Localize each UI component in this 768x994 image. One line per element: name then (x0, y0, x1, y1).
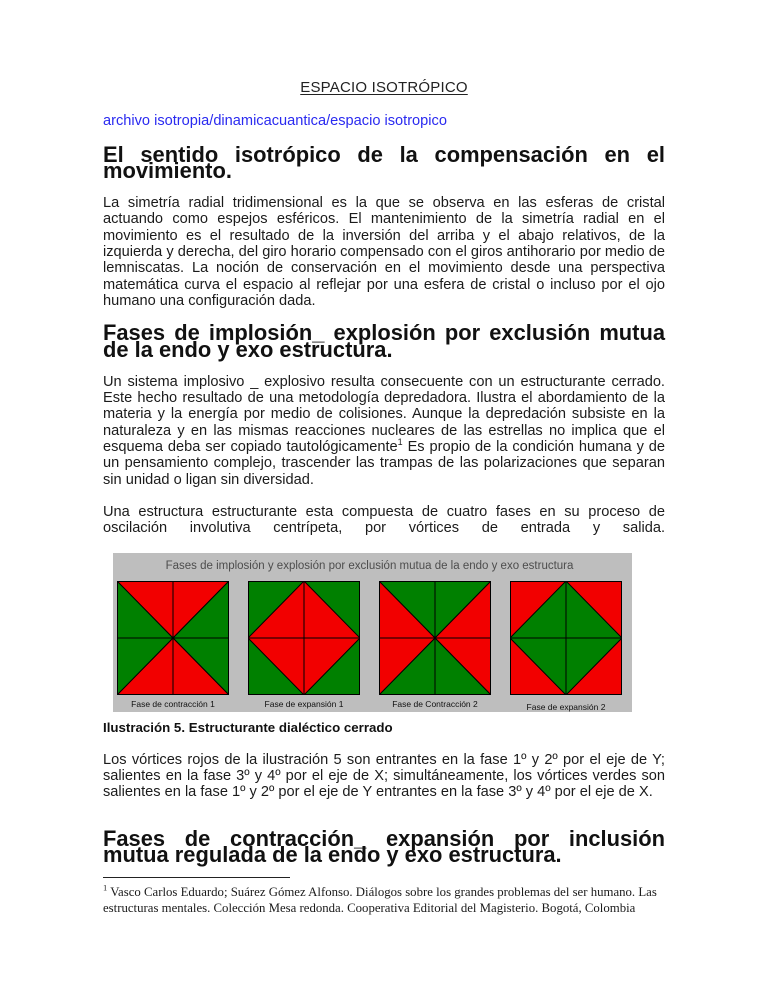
section-heading-2: Fases de implosión_ explosión por exclusión mutua de la endo y exo estructura. (103, 320, 665, 362)
paragraph-2 (103, 374, 665, 488)
figure-panel (510, 581, 622, 712)
panel-caption: Fase de expansión 2 (526, 701, 606, 712)
paragraph-2-text: Un sistema implosivo _ explosivo resulta consecuente con un estructurante cerrado. Este hecho resultado de una metodología depredadora. Ilustra el abordamiento de la materia y la energía por medio de colisiones. Aunque la depredación subsiste en la naturaleza y en las mismas reacciones nucleares de las estrellas no implica que el esquema deba ser copiado tautológicamente (103, 373, 665, 456)
phase-diagram-diamond-icon (510, 581, 622, 695)
paragraph-3: Una estructura estructurante esta compuesta de cuatro fases en su proceso de oscilación involutiva centrípeta, por vórtices de entrada y salida. (103, 503, 665, 537)
section-heading-1: El sentido isotrópico de la compensación en el movimiento. (103, 141, 665, 183)
figure-panel (248, 581, 360, 709)
phase-diagram-diamond-icon (248, 581, 360, 695)
figure-title: Fases de implosión y explosión por exclusión mutua de la endo y exo estructura (165, 559, 574, 572)
figure-panels (117, 581, 622, 712)
figure-illustration-5 (113, 553, 632, 712)
figure-panel (379, 581, 491, 709)
phase-diagram-pinwheel-icon (379, 581, 491, 695)
footnote-ref-marker: 1 (397, 437, 403, 448)
footnote (103, 884, 665, 916)
archive-link[interactable]: archivo isotropia/dinamicacuantica/espacio isotropico (103, 113, 447, 130)
figure-panel (117, 581, 229, 709)
phase-diagram-pinwheel-icon (117, 581, 229, 695)
paragraph-4: Los vórtices rojos de la ilustración 5 son entrantes en la fase 1º y 2º por el eje de Y; salientes en la fase 3º y 4º por el eje de X; simultáneamente, los vórtices verdes son salientes en la fase 1º y 2º por el eje de Y entrantes en la fase 3º y 4º por el eje de X. (103, 751, 665, 801)
section-heading-3: Fases de contracción_ expansión por inclusión mutua regulada de la endo y exo estructura. (103, 825, 665, 868)
panel-caption: Fase de expansión 1 (264, 698, 344, 709)
figure-caption: Ilustración 5. Estructurante dialéctico cerrado (103, 719, 393, 735)
document-title: ESPACIO ISOTRÓPICO (300, 79, 468, 96)
footnote-text: Vasco Carlos Eduardo; Suárez Gómez Alfonso. Diálogos sobre los grandes problemas del ser humano. Las estructuras mentales. Colección Mesa redonda. Cooperativa Editorial del Magisterio. Bogotá, Colombia (103, 885, 657, 916)
footnote-separator (103, 877, 290, 878)
footnote-marker: 1 (103, 883, 108, 894)
panel-caption: Fase de contracción 1 (131, 698, 215, 709)
panel-caption: Fase de Contracción 2 (392, 698, 478, 709)
paragraph-1: La simetría radial tridimensional es la que se observa en las esferas de cristal actuando como espejos esféricos. El mantenimiento de la simetría radial en el movimiento es el resultado de la inversión del arriba y el abajo relativos, de la izquierda y derecha, del giro horario compensado con el giros antihorario por medio de lemniscatas. La noción de conservación en el movimiento desde una perspectiva matemática curva el espacio al reflejar por una esfera de cristal o incluso por el ojo humano una configuración dada. (103, 195, 665, 309)
paragraph-2-text-after: Es propio de la condición humana y de un pensamiento complejo, trascender las trampas de las polarizaciones que separan sin unidad o ligan sin diversidad. (103, 439, 665, 488)
